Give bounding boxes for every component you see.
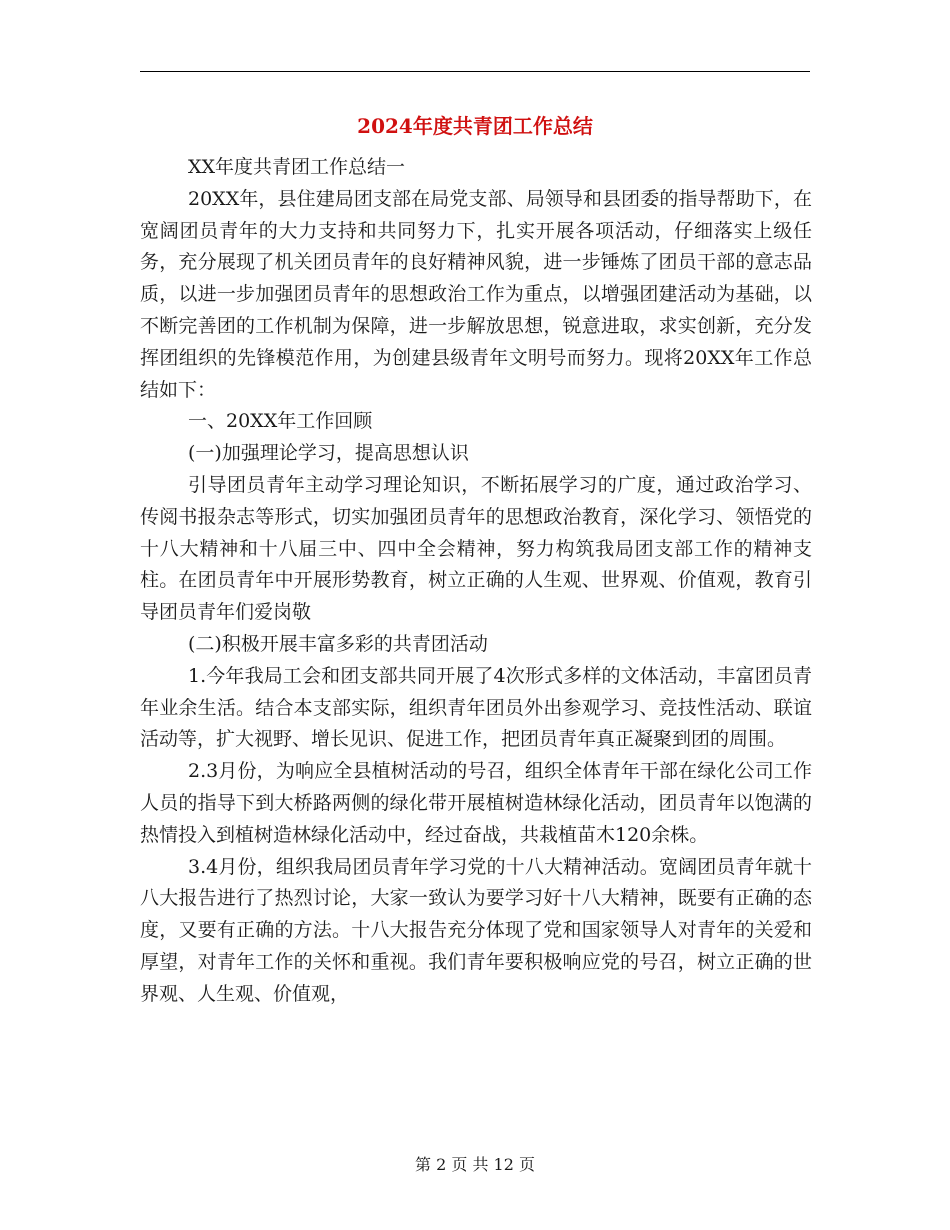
body-paragraph: 1.今年我局工会和团支部共同开展了4次形式多样的文体活动，丰富团员青年业余生活。结合本支部实际，组织青年团员外出参观学习、竞技性活动、联谊活动等，扩大视野、增长见识、促进工作，把团员青年真正凝聚到团的周围。 [140,664,812,751]
header-rule [140,71,810,72]
body-paragraph: 引导团员青年主动学习理论知识，不断拓展学习的广度，通过政治学习、传阅书报杂志等形式，切实加强团员青年的思想政治教育，深化学习、领悟党的十八大精神和十八届三中、四中全会精神，努力构筑我局团支部工作的精神支柱。在团员青年中开展形势教育，树立正确的人生观、世界观、价值观，教育引导团员青年们爱岗敬 [140,473,812,624]
subsection-heading: (二)积极开展丰富多彩的共青团活动 [188,632,488,655]
page-number: 第 2 页 共 12 页 [415,1155,535,1174]
body-paragraph: 2.3月份，为响应全县植树活动的号召，组织全体青年干部在绿化公司工作人员的指导下到大桥路两侧的绿化带开展植树造林绿化活动，团员青年以饱满的热情投入到植树造林绿化活动中，经过奋战，共栽植苗木120余株。 [140,760,812,846]
subsection-heading: (一)加强理论学习，提高思想认识 [188,442,469,465]
document-body [140,152,812,1011]
body-paragraph: 3.4月份，组织我局团员青年学习党的十八大精神活动。宽阔团员青年就十八大报告进行了热烈讨论，大家一致认为要学习好十八大精神，既要有正确的态度，又要有正确的方法。十八大报告充分体现了党和国家领导人对青年的关爱和厚望，对青年工作的关怀和重视。我们青年要积极响应党的号召，树立正确的世界观、人生观、价值观， [140,855,812,1005]
body-paragraph: 20XX年，县住建局团支部在局党支部、局领导和县团委的指导帮助下，在宽阔团员青年的大力支持和共同努力下，扎实开展各项活动，仔细落实上级任务，充分展现了机关团员青年的良好精神风貌，进一步锤炼了团员干部的意志品质，以进一步加强团员青年的思想政治工作为重点，以增强团建活动为基础，以不断完善团的工作机制为保障，进一步解放思想，锐意进取，求实创新，充分发挥团组织的先锋模范作用，为创建县级青年文明号而努力。现将20XX年工作总结如下： [140,187,812,401]
section-heading: XX年度共青团工作总结一 [188,156,406,178]
document-title: 2024年度共青团工作总结 [357,114,593,138]
section-heading: 一、20XX年工作回顾 [188,410,373,433]
